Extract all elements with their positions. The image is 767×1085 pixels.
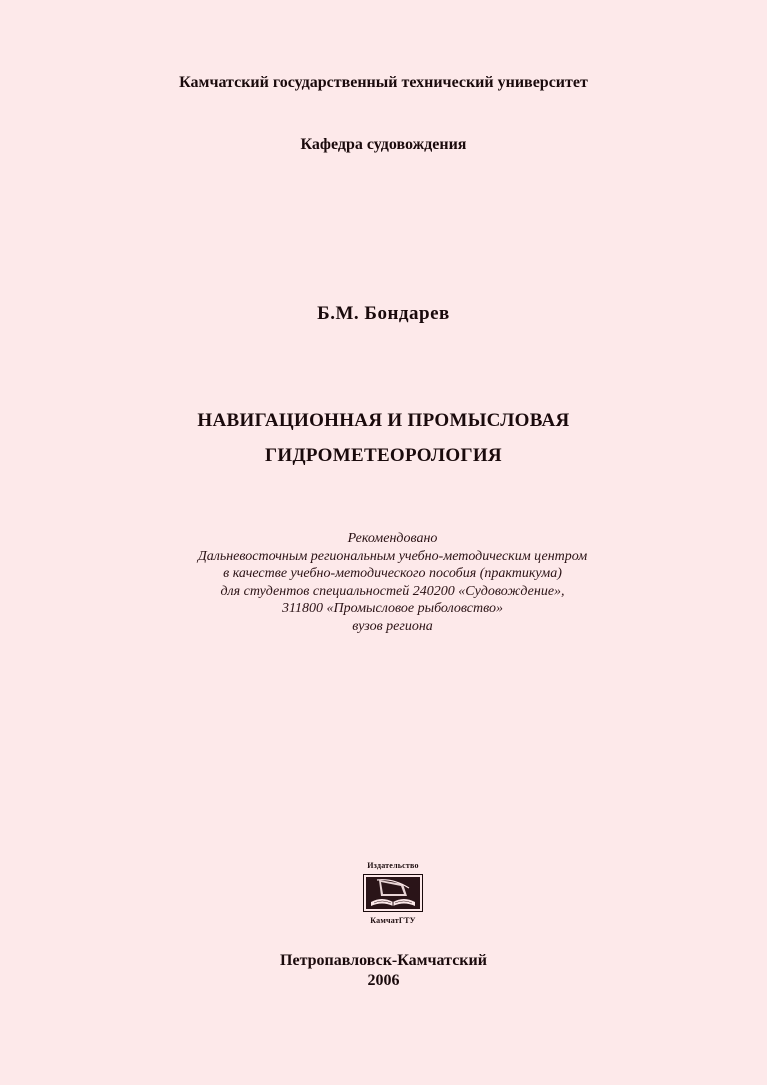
recommendation-line: Дальневосточным региональным учебно-методическим центром bbox=[197, 548, 588, 564]
department-name: Кафедра судовождения bbox=[300, 136, 467, 153]
recommendation-line: Рекомендовано bbox=[347, 531, 438, 546]
open-book-ship-icon bbox=[363, 874, 423, 912]
publication-year: 2006 bbox=[367, 972, 400, 989]
recommendation-note bbox=[0, 530, 767, 635]
publisher-logo-block bbox=[334, 861, 452, 925]
recommendation-line: вузов региона bbox=[352, 618, 433, 634]
recommendation-line: в качестве учебно-методического пособия (практикума) bbox=[223, 566, 562, 581]
publication-city: Петропавловск-Камчатский bbox=[280, 952, 487, 969]
book-title-line-2: ГИДРОМЕТЕОРОЛОГИЯ bbox=[265, 445, 502, 466]
book-title-line-1: НАВИГАЦИОННАЯ И ПРОМЫСЛОВАЯ bbox=[197, 410, 570, 431]
publisher-bottom-label: КамчатГТУ bbox=[370, 916, 416, 925]
publisher-top-label: Издательство bbox=[367, 861, 419, 870]
recommendation-line: 311800 «Промысловое рыболовство» bbox=[282, 601, 503, 616]
university-name: Камчатский государственный технический университет bbox=[179, 74, 588, 91]
recommendation-line: для студентов специальностей 240200 «Судовождение», bbox=[220, 583, 565, 599]
author-name: Б.М. Бондарев bbox=[317, 303, 450, 324]
